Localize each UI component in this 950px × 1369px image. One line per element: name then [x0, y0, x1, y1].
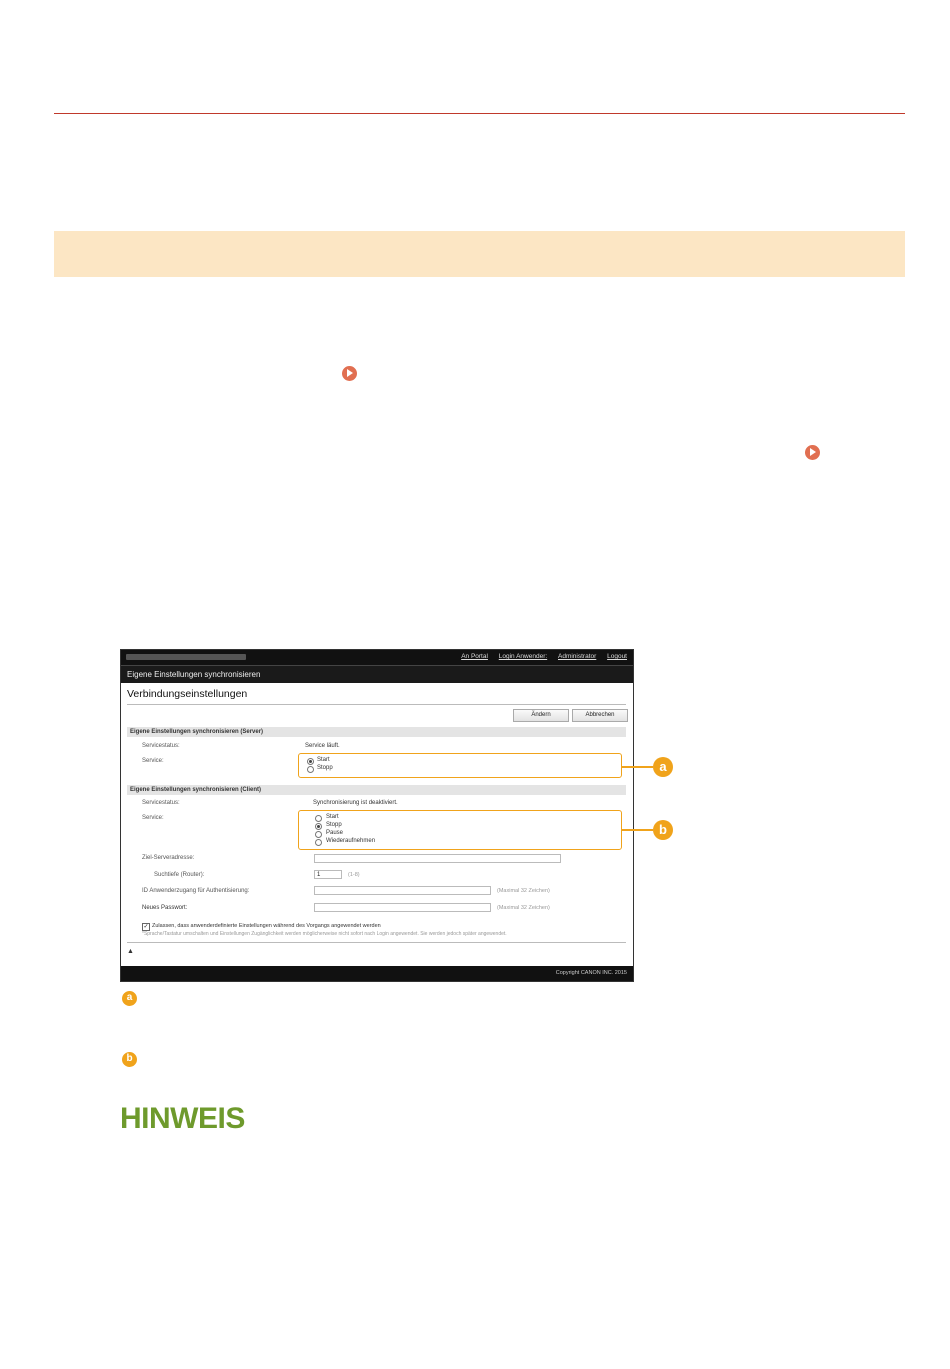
arrow-link-icon[interactable]: [342, 366, 357, 381]
cancel-button[interactable]: Abbrechen: [572, 709, 628, 722]
user-name: Administrator: [558, 653, 597, 660]
server-status-value: Service läuft.: [305, 743, 340, 749]
callout-line-a: [621, 766, 653, 768]
server-address-input[interactable]: [314, 854, 561, 863]
callout-badge-a: a: [653, 757, 673, 777]
password-input[interactable]: [314, 903, 491, 912]
page-title: Eigene Einstellungen synchronisieren: [127, 670, 261, 679]
client-option-start: Start: [326, 814, 339, 820]
search-depth-label: Suchtiefe (Router):: [154, 872, 205, 878]
callout-line-b: [621, 829, 653, 831]
search-depth-input[interactable]: 1: [314, 870, 342, 879]
client-service-label: Service:: [142, 815, 164, 821]
device-name-redacted: [126, 654, 246, 660]
allow-label: Zulassen, dass anwenderdefinierte Einstellungen während des Vorgangs angewendet werden: [152, 923, 381, 929]
screenshot-topbar: [121, 650, 633, 665]
client-option-stop: Stopp: [326, 822, 342, 828]
user-id-hint: (Maximal 32 Zeichen): [497, 888, 550, 894]
link-portal[interactable]: An Portal: [461, 653, 488, 660]
server-section-header: Eigene Einstellungen synchronisieren (Server): [127, 727, 626, 737]
screenshot-titlebar: [121, 665, 633, 683]
server-service-label: Service:: [142, 758, 164, 764]
topbar-links: [452, 653, 627, 660]
client-section-header: Eigene Einstellungen synchronisieren (Client): [127, 785, 626, 795]
header-rule: [54, 113, 905, 114]
copyright-text: Copyright CANON INC. 2015: [555, 970, 627, 976]
hinweis-heading: HINWEIS: [120, 1102, 245, 1135]
back-to-top-icon[interactable]: ▲: [127, 948, 134, 955]
arrow-link-icon[interactable]: [805, 445, 820, 460]
search-depth-hint: (1-8): [348, 872, 360, 878]
client-status-label: Servicestatus:: [142, 800, 180, 806]
client-option-resume: Wiederaufnehmen: [326, 838, 376, 844]
allow-checkbox[interactable]: ✓: [143, 924, 149, 930]
server-option-start: Start: [317, 757, 330, 763]
section-band: [54, 231, 905, 277]
server-option-stop: Stopp: [317, 765, 333, 771]
bottom-divider: [127, 942, 626, 943]
legend-badge-a: a: [122, 991, 137, 1006]
client-status-value: Synchronisierung ist deaktiviert.: [313, 800, 398, 806]
legend-badge-b: b: [122, 1052, 137, 1067]
settings-heading: Verbindungseinstellungen: [127, 688, 248, 700]
callout-frame-b: [298, 810, 622, 850]
server-status-label: Servicestatus:: [142, 743, 180, 749]
screenshot-footer: [121, 966, 633, 981]
user-id-label: ID Anwenderzugang für Authentisierung:: [142, 888, 250, 894]
client-note: *Sprache/Tastatur umschalten und Einstellungen Zugänglichkeit werden möglicherweise nicht sofort nach Login angewendet. Sie werden jedoch später angewendet.: [142, 931, 507, 937]
client-option-pause: Pause: [326, 830, 344, 836]
link-logout[interactable]: Logout: [607, 653, 627, 660]
password-label: Neues Passwort:: [142, 905, 188, 911]
password-hint: (Maximal 32 Zeichen): [497, 905, 550, 911]
apply-button[interactable]: Ändern: [513, 709, 569, 722]
login-user-label: Login Anwender:: [498, 653, 548, 660]
server-address-label: Ziel-Serveradresse:: [142, 855, 195, 861]
heading-divider: [127, 704, 626, 705]
user-id-input[interactable]: [314, 886, 491, 895]
callout-frame-a: [298, 753, 622, 778]
callout-badge-b: b: [653, 820, 673, 840]
